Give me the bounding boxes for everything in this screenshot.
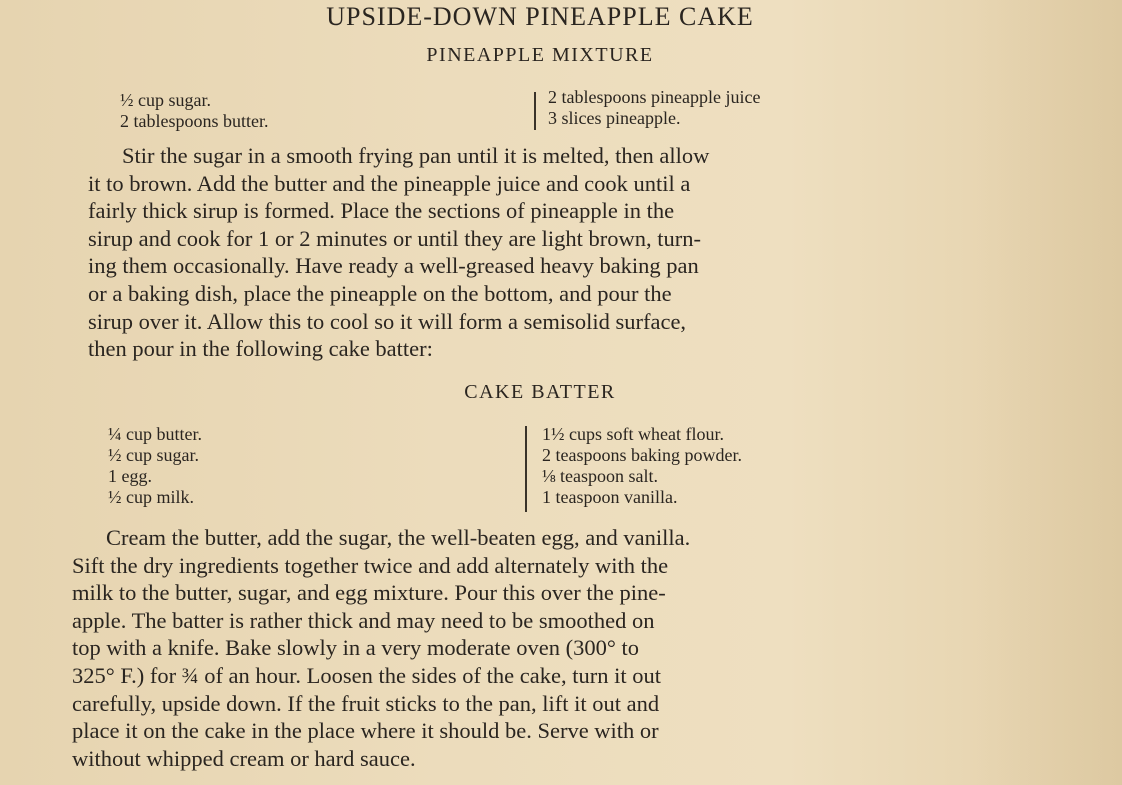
instruction-line: Cream the butter, add the sugar, the well-beaten egg, and vanilla. bbox=[106, 525, 691, 550]
ingredient: ½ cup milk. bbox=[108, 487, 194, 507]
instruction-line: top with a knife. Bake slowly in a very moderate oven (300° to bbox=[72, 635, 639, 661]
instruction-line: sirup over it. Allow this to cool so it will form a semisolid surface, bbox=[88, 308, 687, 334]
instruction-line: Sift the dry ingredients together twice and add alternately with the bbox=[72, 552, 669, 578]
ingredient: 1 teaspoon vanilla. bbox=[542, 487, 678, 507]
column-divider bbox=[525, 426, 527, 512]
column-divider bbox=[534, 92, 536, 130]
batter-instructions bbox=[72, 524, 690, 772]
ingredient: 2 tablespoons butter. bbox=[120, 111, 269, 131]
ingredient: ½ cup sugar. bbox=[120, 90, 211, 110]
instruction-line: carefully, upside down. If the fruit sticks to the pan, lift it out and bbox=[72, 690, 660, 716]
pineapple-ingredients-right bbox=[548, 87, 760, 129]
instruction-line: sirup and cook for 1 or 2 minutes or until they are light brown, turn- bbox=[88, 225, 702, 251]
instruction-line: milk to the butter, sugar, and egg mixture. Pour this over the pine- bbox=[72, 580, 666, 606]
ingredient: 3 slices pineapple. bbox=[548, 108, 681, 128]
batter-ingredients-right bbox=[542, 424, 742, 508]
ingredient: ¼ cup butter. bbox=[108, 424, 202, 444]
instruction-line: place it on the cake in the place where it should be. Serve with or bbox=[72, 718, 659, 744]
ingredient: 1½ cups soft wheat flour. bbox=[542, 424, 724, 444]
ingredient: 1 egg. bbox=[108, 466, 152, 486]
pineapple-mixture-heading: PINEAPPLE MIXTURE bbox=[426, 44, 654, 66]
instruction-line: then pour in the following cake batter: bbox=[88, 336, 433, 362]
instruction-line: Stir the sugar in a smooth frying pan until it is melted, then allow bbox=[122, 143, 710, 168]
instruction-line: or a baking dish, place the pineapple on the bottom, and pour the bbox=[88, 280, 672, 306]
ingredient: 2 teaspoons baking powder. bbox=[542, 445, 742, 465]
pineapple-ingredients-left bbox=[120, 90, 268, 132]
pineapple-instructions bbox=[88, 142, 709, 363]
instruction-line: 325° F.) for ¾ of an hour. Loosen the sides of the cake, turn it out bbox=[72, 662, 661, 688]
instruction-line: without whipped cream or hard sauce. bbox=[72, 745, 416, 771]
cake-batter-heading: CAKE BATTER bbox=[464, 381, 616, 403]
ingredient: ⅛ teaspoon salt. bbox=[542, 466, 658, 486]
instruction-line: fairly thick sirup is formed. Place the sections of pineapple in the bbox=[88, 198, 675, 224]
instruction-line: ing them occasionally. Have ready a well-greased heavy baking pan bbox=[88, 253, 699, 279]
batter-ingredients-left bbox=[108, 424, 202, 508]
ingredient: ½ cup sugar. bbox=[108, 445, 199, 465]
instruction-line: apple. The batter is rather thick and may need to be smoothed on bbox=[72, 607, 655, 633]
ingredient: 2 tablespoons pineapple juice bbox=[548, 87, 761, 107]
instruction-line: it to brown. Add the butter and the pineapple juice and cook until a bbox=[88, 170, 691, 196]
recipe-title: UPSIDE-DOWN PINEAPPLE CAKE bbox=[326, 2, 754, 31]
